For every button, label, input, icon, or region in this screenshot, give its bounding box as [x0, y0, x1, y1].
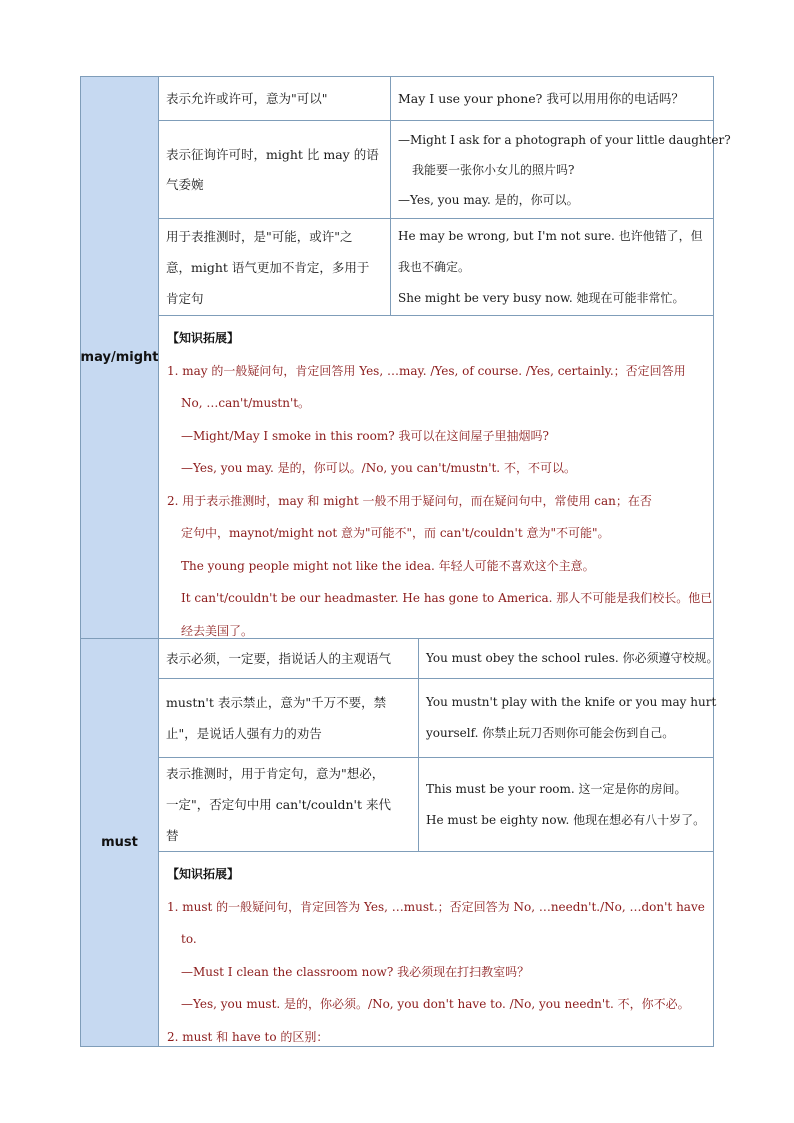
example-line: He may be wrong, but I'm not sure. 也许他错了，但 — [398, 228, 703, 243]
usage-cell-polite-request — [158, 120, 391, 219]
example-line: May I use your phone? 我可以用用你的电话吗？ — [398, 91, 684, 106]
extension-line: No, …can't/mustn't。 — [181, 396, 311, 410]
usage-cell-speculation — [158, 218, 391, 316]
example-cell-speculation — [390, 218, 714, 316]
usage-line: 一定"，否定句中用 can't/couldn't 来代 — [166, 797, 391, 812]
usage-line: 气委婉 — [166, 176, 204, 192]
example-line: You must obey the school rules. 你必须遵守校规。 — [426, 651, 719, 665]
extension-line: It can't/couldn't be our headmaster. He has gone to America. 那人不可能是我们校长。他已 — [181, 591, 713, 605]
extension-line: 2. 用于表示推测时，may 和 might 一般不用于疑问句，而在疑问句中，常使用 can；在否 — [167, 493, 652, 508]
extension-line: 定句中，maynot/might not 意为"可能不"，而 can't/couldn't 意为"不可能"。 — [181, 526, 610, 540]
example-cell-permission — [390, 76, 714, 121]
example-cell-prohibition — [418, 678, 717, 758]
example-line: 我也不确定。 — [398, 259, 471, 274]
example-line: —Yes, you may. 是的，你可以。 — [398, 192, 579, 207]
extension-line: —Yes, you may. 是的，你可以。/No, you can't/mustn't. 不，不可以。 — [181, 461, 576, 475]
usage-line: 表示征询许可时，might 比 may 的语 — [166, 146, 379, 162]
usage-line: 用于表推测时，是"可能，或许"之 — [166, 228, 353, 244]
usage-line: 替 — [166, 828, 179, 843]
extension-line: The young people might not like the idea. 年轻人可能不喜欢这个主意。 — [181, 558, 595, 573]
example-cell-polite-request — [390, 120, 731, 219]
example-line: This must be your room. 这一定是你的房间。 — [426, 781, 687, 796]
example-cell-obligation — [418, 638, 719, 679]
example-line: She might be very busy now. 她现在可能非常忙。 — [398, 290, 685, 305]
extension-line: —Yes, you must. 是的，你必须。/No, you don't have to. /No, you needn't. 不，你不必。 — [181, 997, 690, 1011]
extension-line: 1. must 的一般疑问句，肯定回答为 Yes, …must.；否定回答为 No, …needn't./No, …don't have — [167, 899, 705, 914]
extension-line: 2. must 和 have to 的区别： — [167, 1029, 329, 1044]
extension-line: 1. may 的一般疑问句，肯定回答用 Yes, …may. /Yes, of course. /Yes, certainly.；否定回答用 — [167, 363, 686, 378]
usage-line: 意，might 语气更加不肯定，多用于 — [166, 259, 370, 275]
example-line: You mustn't play with the knife or you may hurt — [426, 695, 717, 709]
usage-cell-prohibition — [158, 678, 419, 758]
usage-line: 表示允许或许可，意为"可以" — [166, 91, 328, 106]
section-label-may-might — [80, 76, 159, 639]
extension-title: 【知识拓展】 — [167, 867, 240, 881]
knowledge-extension-may-might — [158, 315, 714, 639]
section-label-text: must — [101, 835, 138, 850]
knowledge-extension-must — [158, 851, 714, 1047]
extension-line: 经去美国了。 — [181, 623, 254, 638]
extension-line: —Might/May I smoke in this room? 我可以在这间屋子里抽烟吗? — [181, 428, 549, 443]
extension-line: —Must I clean the classroom now? 我必须现在打扫教室吗？ — [181, 964, 530, 979]
example-line: 我能要一张你小女儿的照片吗? — [412, 162, 575, 177]
usage-line: 止"，是说话人强有力的劝告 — [166, 726, 322, 741]
example-cell-must-speculation — [418, 757, 714, 852]
usage-cell-obligation — [158, 638, 419, 679]
usage-line: 表示必须，一定要，指说话人的主观语气 — [166, 651, 392, 666]
usage-line: 表示推测时，用于肯定句，意为"想必， — [166, 766, 385, 781]
usage-cell-permission — [158, 76, 391, 121]
extension-line: to. — [181, 932, 197, 946]
usage-cell-must-speculation — [158, 757, 419, 852]
extension-title: 【知识拓展】 — [167, 331, 240, 345]
example-line: He must be eighty now. 他现在想必有八十岁了。 — [426, 812, 706, 827]
section-label-must — [80, 638, 159, 1047]
example-line: yourself. 你禁止玩刀否则你可能会伤到自己。 — [426, 726, 675, 740]
example-line: —Might I ask for a photograph of your little daughter? — [398, 132, 731, 147]
section-label-text: may/might — [80, 350, 159, 365]
usage-line: 肯定句 — [166, 290, 204, 306]
usage-line: mustn't 表示禁止，意为"千万不要，禁 — [166, 695, 387, 710]
